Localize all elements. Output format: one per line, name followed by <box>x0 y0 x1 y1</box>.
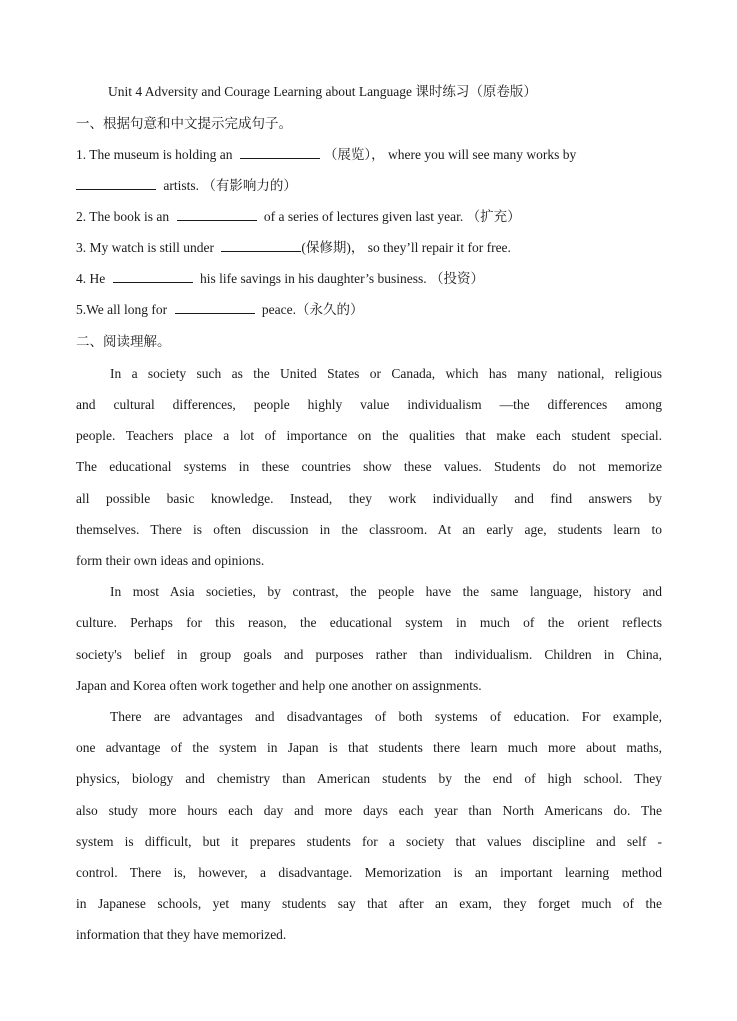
question-5 <box>76 301 662 319</box>
passage-line: Japan and Korea often work together and help one another on assignments. <box>76 678 482 693</box>
section-1-heading: 一、根据句意和中文提示完成句子。 <box>76 116 292 131</box>
passage-line: system is difficult, but it prepares students for a society that values discipline and self - <box>76 834 662 849</box>
passage-line: also study more hours each day and more days each year than North Americans do. The <box>76 803 662 818</box>
passage-line: In a society such as the United States or Canada, which has many national, religious <box>110 366 662 381</box>
passage-line: control. There is, however, a disadvantage. Memorization is an important learning method <box>76 865 662 880</box>
question-5-text-b: peace.（永久的） <box>258 302 364 317</box>
question-3-text-b: (保修期)， so they’ll repair it for free. <box>301 240 511 255</box>
answer-blank-4 <box>113 270 193 283</box>
answer-blank-1 <box>240 146 320 159</box>
question-1-text-b: （展览）， where you will see many works by <box>323 147 577 162</box>
question-1-line-1 <box>76 146 662 164</box>
question-3-text-a: 3. My watch is still under <box>76 240 218 255</box>
passage-line: form their own ideas and opinions. <box>76 553 265 568</box>
section-2-heading: 二、阅读理解。 <box>76 334 171 349</box>
passage-line: information that they have memorized. <box>76 927 287 942</box>
passage-line: and cultural differences, people highly value individualism —the differences among <box>76 397 662 412</box>
question-5-text-a: 5.We all long for <box>76 302 171 317</box>
passage-line: all possible basic knowledge. Instead, they work individually and find answers by <box>76 491 662 506</box>
document-title: Unit 4 Adversity and Courage Learning about Language 课时练习（原卷版） <box>108 84 537 99</box>
question-3 <box>76 239 662 257</box>
question-1-text-c: artists. （有影响力的） <box>160 178 297 193</box>
passage-line: themselves. There is often discussion in the classroom. At an early age, students learn to <box>76 522 662 537</box>
passage-line: There are advantages and disadvantages of both systems of education. For example, <box>110 709 662 724</box>
passage-line: one advantage of the system in Japan is that students there learn much more about maths, <box>76 740 662 755</box>
passage-line: culture. Perhaps for this reason, the educational system in much of the orient reflects <box>76 615 662 630</box>
passage-line: society's belief in group goals and purposes rather than individualism. Children in China, <box>76 647 662 662</box>
passage-line: The educational systems in these countries show these values. Students do not memorize <box>76 459 662 474</box>
answer-blank-2 <box>177 208 257 221</box>
question-1-line-2 <box>76 177 662 195</box>
question-2 <box>76 208 662 226</box>
passage-line: people. Teachers place a lot of importance on the qualities that make each student special. <box>76 428 662 443</box>
answer-blank-3 <box>221 239 301 252</box>
passage-line: physics, biology and chemistry than American students by the end of high school. They <box>76 771 662 786</box>
answer-blank-1b <box>76 177 156 190</box>
question-4-text-b: his life savings in his daughter’s business. （投资） <box>196 271 484 286</box>
question-2-text-a: 2. The book is an <box>76 209 173 224</box>
passage-line: in Japanese schools, yet many students say that after an exam, they forget much of the <box>76 896 662 911</box>
question-4-text-a: 4. He <box>76 271 109 286</box>
passage-line: In most Asia societies, by contrast, the people have the same language, history and <box>110 584 662 599</box>
answer-blank-5 <box>175 301 255 314</box>
question-2-text-b: of a series of lectures given last year. （扩充） <box>260 209 521 224</box>
question-1-text-a: 1. The museum is holding an <box>76 147 236 162</box>
question-4 <box>76 270 662 288</box>
